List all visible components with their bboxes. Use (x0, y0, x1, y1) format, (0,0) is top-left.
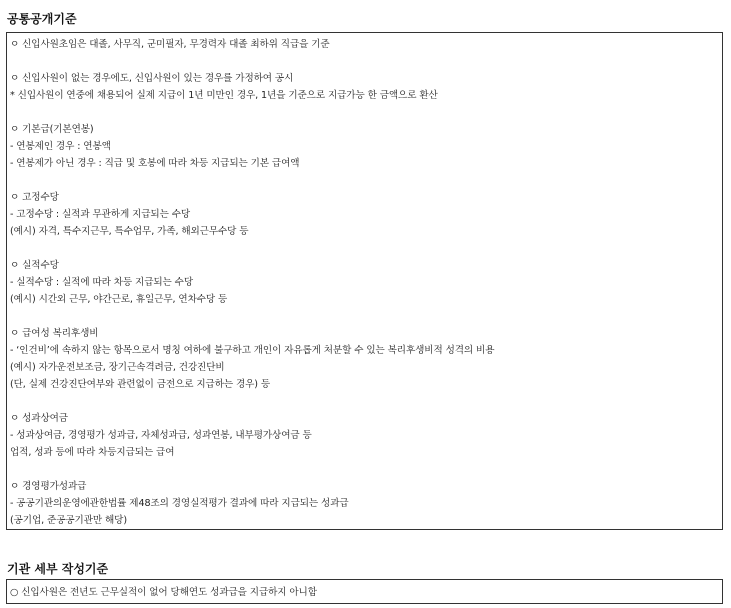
common-disclosure-criteria-box (6, 32, 723, 530)
criteria-line: (예시) 자가운전보조금, 장기근속격려금, 건강진단비 (10, 362, 225, 373)
criteria-line: - 실적수당 : 실적에 따라 차등 지급되는 수당 (10, 277, 193, 288)
criteria-line: ㅇ 고정수당 (10, 192, 59, 203)
criteria-line: ㅇ 경영평가성과급 (10, 481, 87, 492)
criteria-line: ㅇ 성과상여금 (10, 413, 68, 424)
criteria-line: - 공공기관의운영에관한법률 제48조의 경영실적평가 결과에 따라 지급되는 성과급 (10, 498, 349, 509)
blank-line (10, 172, 722, 189)
criteria-line: - 연봉제인 경우 : 연봉액 (10, 141, 111, 152)
blank-line (10, 308, 722, 325)
criteria-line: - 고정수당 : 실적과 무관하게 지급되는 수당 (10, 209, 191, 220)
institution-detail-criteria-box (6, 579, 723, 604)
criteria-line: * 신입사원이 연중에 채용되어 실제 지급이 1년 미만인 경우, 1년을 기준으로 지급가능 한 금액으로 환산 (10, 90, 438, 101)
blank-line (10, 53, 722, 70)
criteria-line: - 연봉제가 아닌 경우 : 직급 및 호봉에 따라 차등 지급되는 기본 급여액 (10, 158, 300, 169)
criteria-line: ○ 신입사원은 전년도 근무실적이 없어 당해연도 성과급을 지급하지 아니함 (10, 587, 317, 598)
blank-line (10, 393, 722, 410)
criteria-line: ㅇ 실적수당 (10, 260, 59, 271)
criteria-line: (예시) 자격, 특수지근무, 특수업무, 가족, 해외근무수당 등 (10, 226, 249, 237)
criteria-line: - ‘인건비’에 속하지 않는 항목으로서 명칭 여하에 불구하고 개인이 자유롭게 처분할 수 있는 복리후생비적 성격의 비용 (10, 345, 495, 356)
blank-line (10, 104, 722, 121)
blank-line (10, 240, 722, 257)
section-title-common-disclosure: 공통공개기준 (7, 12, 77, 26)
criteria-line: 업적, 성과 등에 따라 차등지급되는 급여 (10, 447, 175, 458)
criteria-line: ㅇ 기본급(기본연봉) (10, 124, 94, 135)
criteria-line: (공기업, 준공공기관만 해당) (10, 515, 127, 526)
criteria-line: - 성과상여금, 경영평가 성과급, 자체성과급, 성과연봉, 내부평가상여금 등 (10, 430, 312, 441)
blank-line (10, 461, 722, 478)
criteria-line: ㅇ 신입사원초임은 대졸, 사무직, 군미필자, 무경력자 대졸 최하위 직급을 기준 (10, 39, 330, 50)
criteria-line: ㅇ 급여성 복리후생비 (10, 328, 99, 339)
criteria-line: (예시) 시간외 근무, 야간근로, 휴일근무, 연차수당 등 (10, 294, 228, 305)
criteria-line: (단, 실제 건강진단여부와 관련없이 금전으로 지급하는 경우) 등 (10, 379, 271, 390)
section-title-institution-detail: 기관 세부 작성기준 (7, 562, 109, 576)
criteria-line: ㅇ 신입사원이 없는 경우에도, 신입사원이 있는 경우를 가정하여 공시 (10, 73, 294, 84)
